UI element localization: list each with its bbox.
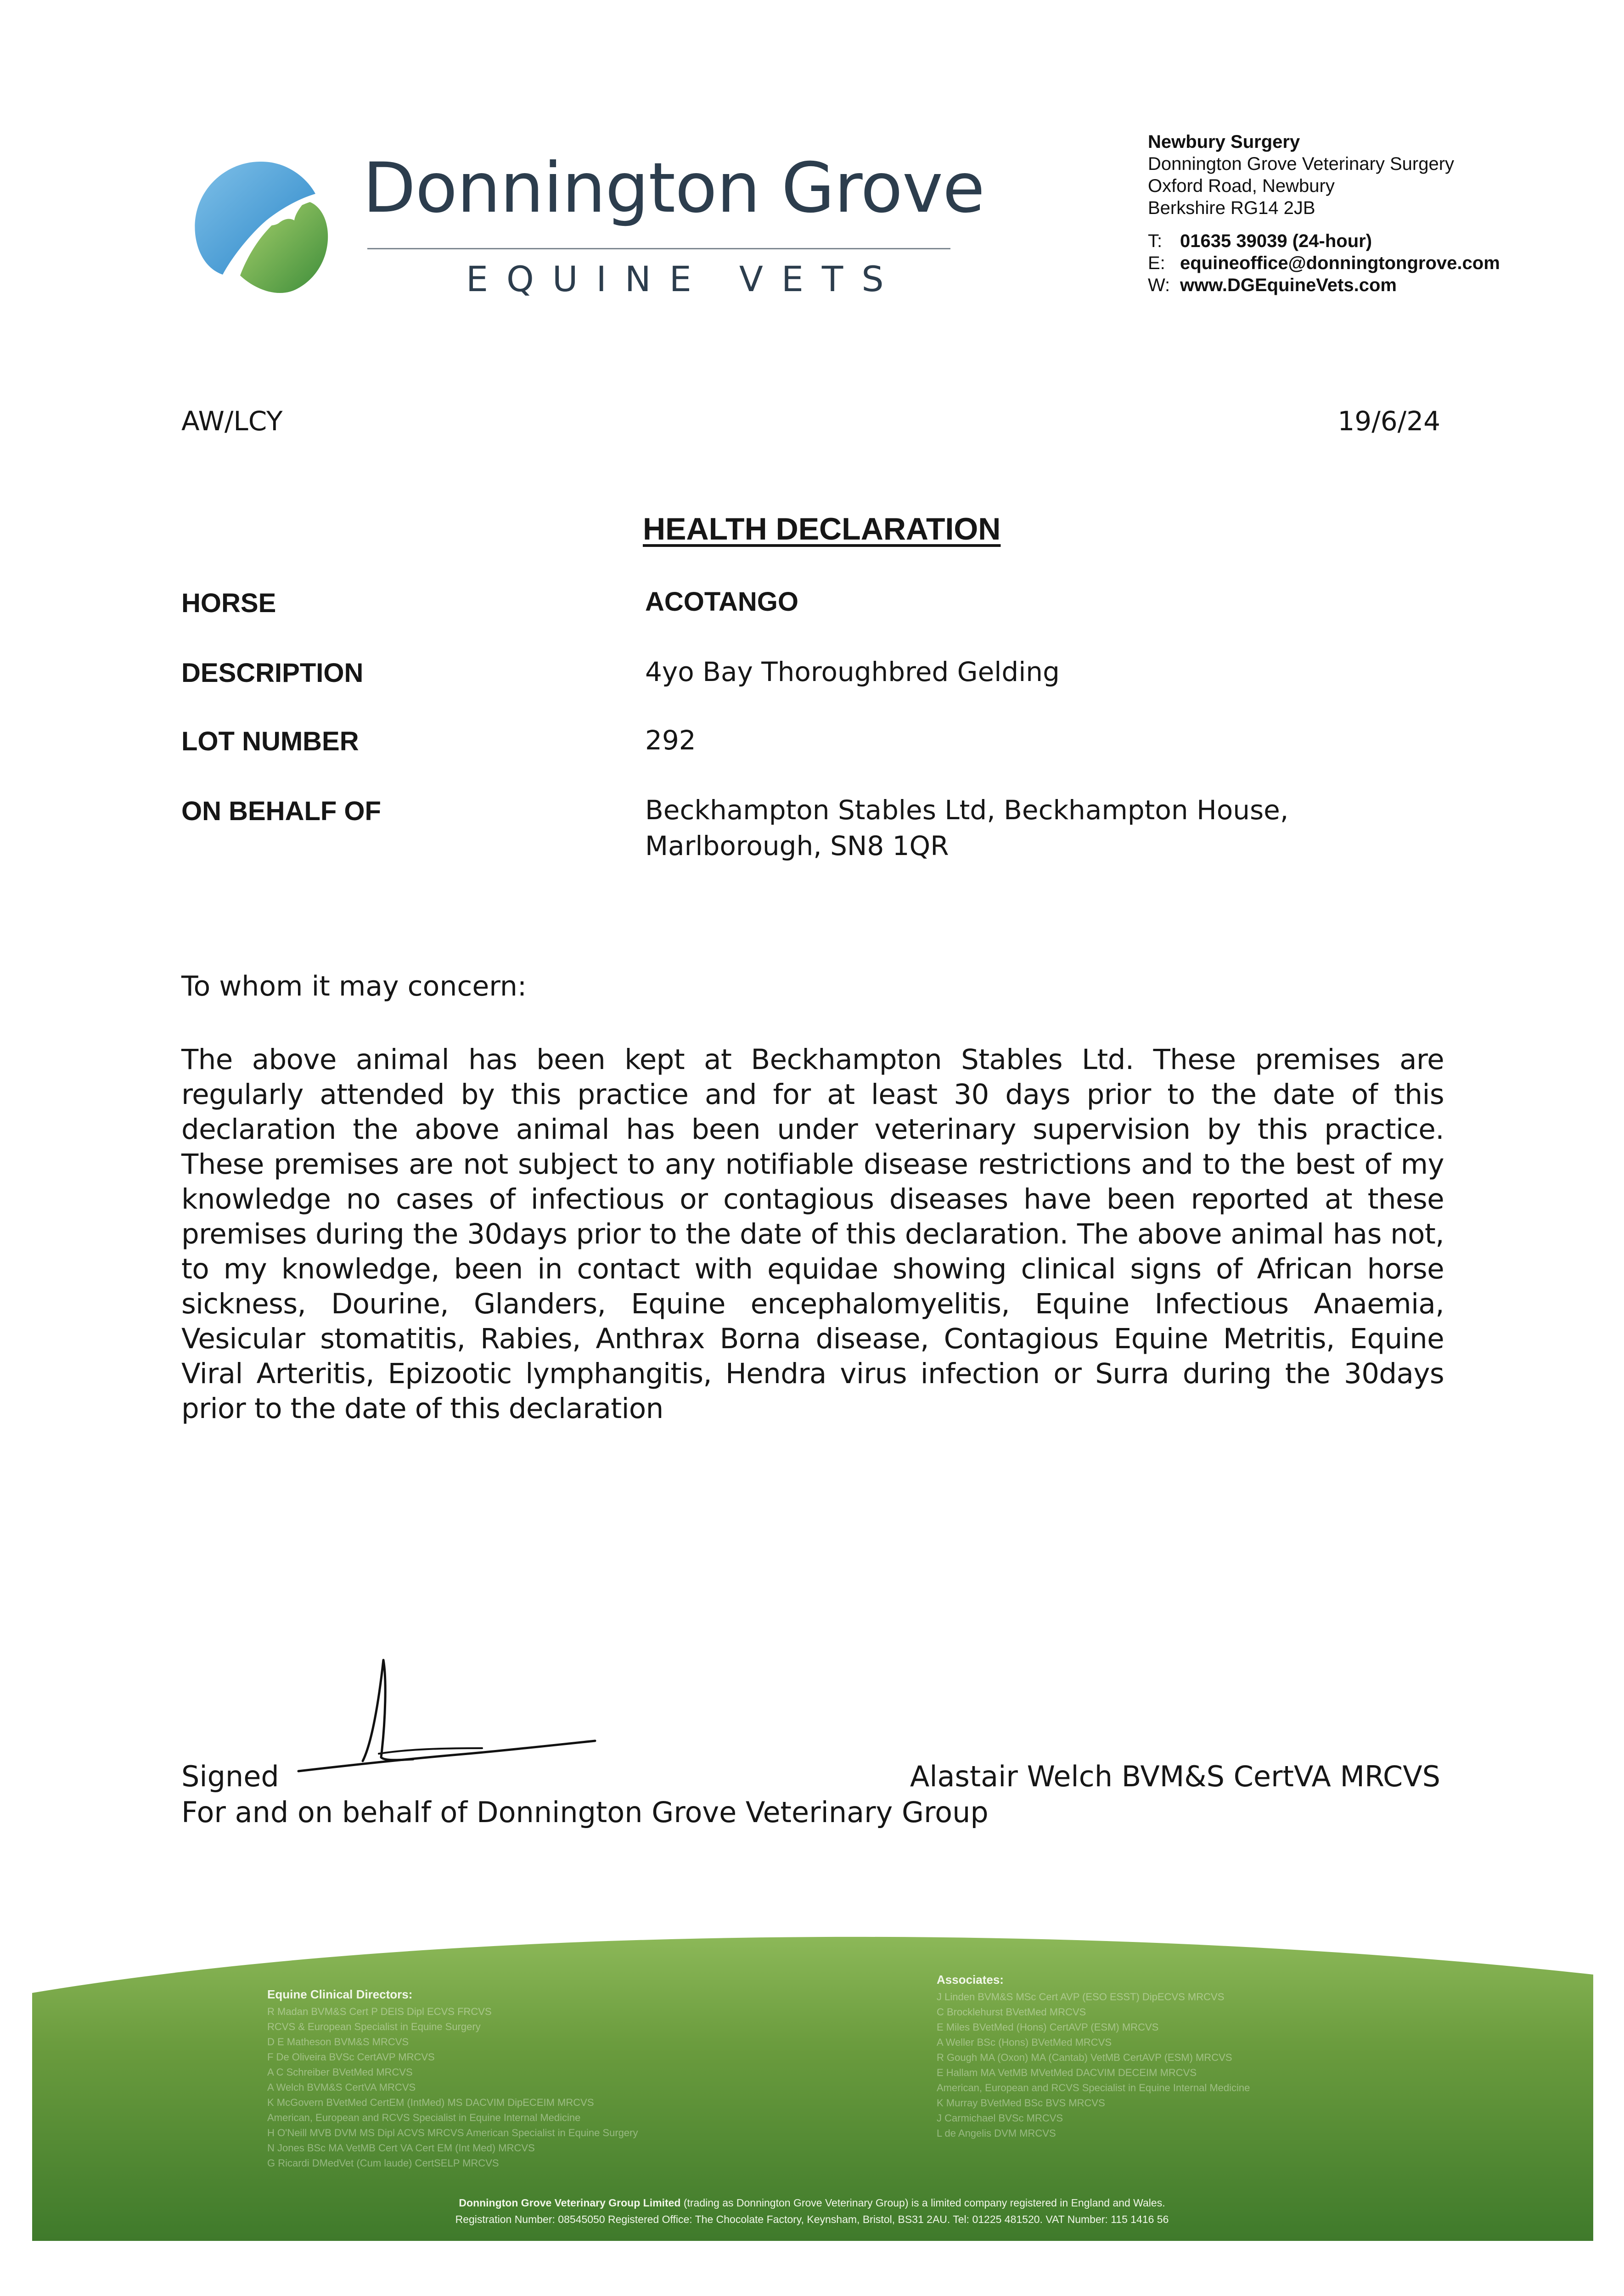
web-label: W: — [1148, 275, 1170, 295]
associate-entry: E Miles BVetMed (Hons) CertAVP (ESM) MRCVS — [937, 2021, 1159, 2033]
field-label-horse: HORSE — [181, 588, 276, 618]
field-value-on-behalf-of — [645, 792, 1288, 864]
brand-name: Donnington Grove — [363, 148, 985, 228]
phone-number[interactable]: 01635 39039 (24-hour) — [1180, 231, 1372, 251]
letter-reference: AW/LCY — [181, 405, 283, 437]
legal-line-1: (trading as Donnington Grove Veterinary Group) is a limited company registered in England and Wales. — [683, 2197, 1165, 2209]
address-line: Oxford Road, Newbury — [1148, 176, 1335, 196]
company-legal-notice — [0, 2195, 1624, 2211]
address-line: Berkshire RG14 2JB — [1148, 198, 1315, 218]
company-registration: Registration Number: 08545050 Registered Office: The Chocolate Factory, Keynsham, Bristol, BS31 2AU. Tel: 01225 481520. VAT Number: 115 1416 56 — [455, 2213, 1169, 2225]
brand-divider — [367, 248, 950, 249]
director-entry: K McGovern BVetMed CertEM (IntMed) MS DACVIM DipECEIM MRCVS — [267, 2097, 594, 2108]
associates-list — [937, 1974, 1250, 2141]
associate-entry: C Brocklehurst BVetMed MRCVS — [937, 2006, 1086, 2018]
document-title: HEALTH DECLARATION — [643, 512, 1001, 546]
associate-entry: L de Angelis DVM MRCVS — [937, 2127, 1056, 2139]
email-label: E: — [1148, 253, 1165, 273]
on-behalf-line: Marlborough, SN8 1QR — [645, 830, 949, 861]
website-link[interactable]: www.DGEquineVets.com — [1180, 275, 1397, 295]
director-entry: A Welch BVM&S CertVA MRCVS — [267, 2082, 416, 2093]
donnington-grove-logo-icon — [181, 152, 342, 312]
phone-label: T: — [1148, 231, 1163, 251]
director-entry: N Jones BSc MA VetMB Cert VA Cert EM (Int Med) MRCVS — [267, 2142, 535, 2154]
surgery-name: Newbury Surgery — [1148, 132, 1300, 152]
director-entry: D E Matheson BVM&S MRCVS — [267, 2036, 409, 2048]
director-entry: F De Oliveira BVSc CertAVP MRCVS — [267, 2051, 435, 2063]
field-value-horse: ACOTANGO — [645, 587, 799, 617]
director-entry: R Madan BVM&S Cert P DEIS Dipl ECVS FRCVS — [267, 2006, 492, 2017]
associate-entry: K Murray BVetMed BSc BVS MRCVS — [937, 2097, 1105, 2109]
email-link[interactable]: equineoffice@donningtongrove.com — [1180, 253, 1500, 273]
field-value-description: 4yo Bay Thoroughbred Gelding — [645, 656, 1060, 687]
email-row — [1148, 252, 1500, 274]
associate-entry: R Gough MA (Oxon) MA (Cantab) VetMB CertAVP (ESM) MRCVS — [937, 2052, 1232, 2063]
address-line: Donnington Grove Veterinary Surgery — [1148, 154, 1455, 174]
phone-row — [1148, 230, 1500, 252]
director-entry: RCVS & European Specialist in Equine Surgery — [267, 2021, 481, 2032]
directors-heading: Equine Clinical Directors: — [267, 1987, 413, 2001]
director-entry: G Ricardi DMedVet (Cum laude) CertSELP MRCVS — [267, 2157, 499, 2169]
field-label-lot-number: LOT NUMBER — [181, 726, 359, 756]
signed-label: Signed — [181, 1760, 279, 1793]
footer-green-band — [32, 1929, 1593, 2241]
on-behalf-line: Beckhampton Stables Ltd, Beckhampton House, — [645, 794, 1289, 826]
brand-subtitle: EQUINE VETS — [466, 259, 902, 299]
handwritten-signature-icon — [294, 1651, 606, 1777]
associate-entry: American, European and RCVS Specialist in Equine Internal Medicine — [937, 2082, 1250, 2093]
associate-entry: E Hallam MA VetMB MVetMed DACVIM DECEIM MRCVS — [937, 2067, 1197, 2078]
clinical-directors-list — [267, 1988, 638, 2171]
director-entry: H O'Neill MVB DVM MS Dipl ACVS MRCVS American Specialist in Equine Surgery — [267, 2127, 638, 2138]
field-value-lot-number: 292 — [645, 725, 696, 756]
company-name: Donnington Grove Veterinary Group Limited — [459, 2197, 681, 2209]
associates-heading: Associates: — [937, 1973, 1004, 1986]
surgery-address-block — [1148, 131, 1500, 296]
signatory-name: Alastair Welch BVM&S CertVA MRCVS — [910, 1760, 1440, 1793]
field-label-on-behalf-of: ON BEHALF OF — [181, 796, 381, 826]
on-behalf-statement: For and on behalf of Donnington Grove Veterinary Group — [181, 1795, 989, 1829]
associate-entry: A Weller BSc (Hons) BVetMed MRCVS — [937, 2037, 1112, 2048]
field-label-description: DESCRIPTION — [181, 658, 364, 688]
associate-entry: J Linden BVM&S MSc Cert AVP (ESO ESST) DipECVS MRCVS — [937, 1991, 1225, 2003]
director-entry: A C Schreiber BVetMed MRCVS — [267, 2066, 413, 2078]
salutation: To whom it may concern: — [181, 970, 527, 1002]
associate-entry: J Carmichael BVSc MRCVS — [937, 2112, 1063, 2124]
letter-date: 19/6/24 — [1337, 405, 1440, 437]
declaration-body: The above animal has been kept at Beckhampton Stables Ltd. These premises are regularly attended by this practice and for at least 30 days prior to the date of this declaration the above animal has been under veterinary supervision by this practice. These premises are not subject to any notifiable disease restrictions and to the best of my knowledge no cases of infectious or contagious diseases have been reported at these premises during the 30days prior to the date of this declaration. The above animal has not, to my knowledge, been in contact with equidae showing clinical signs of African horse sickness, Dourine, Glanders, Equine encephalomyelitis, Equine Infectious Anaemia, Vesicular stomatitis, Rabies, Anthrax Borna disease, Contagious Equine Metritis, Equine Viral Arteritis, Epizootic lymphangitis, Hendra virus infection or Surra during the 30days prior to the date of this declaration — [181, 1043, 1444, 1425]
director-entry: American, European and RCVS Specialist in Equine Internal Medicine — [267, 2112, 581, 2123]
web-row — [1148, 274, 1500, 296]
